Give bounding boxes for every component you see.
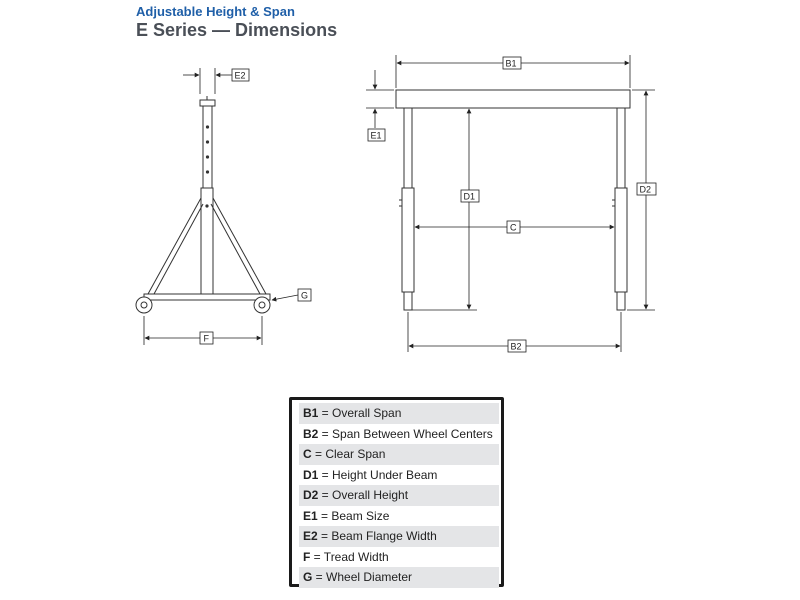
legend-text: = Wheel Diameter xyxy=(312,570,413,584)
diagram-subtitle: Adjustable Height & Span xyxy=(136,4,295,19)
legend-text: = Overall Height xyxy=(318,488,409,502)
legend-item xyxy=(299,526,499,547)
label-g: G xyxy=(301,290,309,301)
side-beam-flange xyxy=(200,100,215,106)
dim-d1 xyxy=(412,109,479,310)
front-view xyxy=(396,90,630,310)
legend-code: B2 xyxy=(303,426,319,441)
label-e2: E2 xyxy=(234,70,246,81)
legend-text: = Beam Size xyxy=(317,508,390,523)
legend-text: = Span Between Wheel Centers xyxy=(318,426,493,441)
label-e1: E1 xyxy=(370,130,382,141)
label-b1: B1 xyxy=(505,58,517,69)
front-beam xyxy=(396,90,630,108)
legend-code: D2 xyxy=(303,488,319,502)
legend-code: E2 xyxy=(303,529,318,543)
label-c: C xyxy=(510,222,517,233)
legend-item xyxy=(299,547,499,568)
side-view xyxy=(136,96,270,313)
legend-item xyxy=(299,444,499,465)
legend-code: D1 xyxy=(303,467,319,482)
front-left-outer-post xyxy=(402,188,414,292)
label-d1: D1 xyxy=(463,191,476,202)
side-inner-post xyxy=(203,106,212,188)
legend-item xyxy=(299,567,499,588)
legend-text: = Tread Width xyxy=(310,549,389,564)
legend-item xyxy=(299,506,499,527)
legend-item xyxy=(299,403,499,424)
label-f: F xyxy=(203,333,209,344)
front-right-outer-post xyxy=(615,188,627,292)
legend-text: = Overall Span xyxy=(318,406,402,420)
dimension-legend xyxy=(289,397,504,587)
legend-text: = Clear Span xyxy=(311,447,386,461)
side-base xyxy=(144,294,270,300)
label-b2: B2 xyxy=(510,341,522,352)
legend-code: E1 xyxy=(303,508,318,523)
legend-code: G xyxy=(303,570,313,584)
legend-code: B1 xyxy=(303,406,319,420)
legend-item xyxy=(299,424,499,445)
legend-code: F xyxy=(303,549,311,564)
legend-text: = Beam Flange Width xyxy=(317,529,437,543)
side-wheel-left xyxy=(136,297,152,313)
side-wheel-right xyxy=(254,297,270,313)
front-left-inner-post xyxy=(404,108,412,188)
legend-item xyxy=(299,465,499,486)
legend-code: C xyxy=(303,447,312,461)
legend-item xyxy=(299,485,499,506)
legend-text: = Height Under Beam xyxy=(318,467,438,482)
label-d2: D2 xyxy=(639,184,652,195)
diagram-title: E Series — Dimensions xyxy=(136,20,338,40)
dim-d2 xyxy=(627,90,656,310)
front-right-inner-post xyxy=(617,108,625,188)
